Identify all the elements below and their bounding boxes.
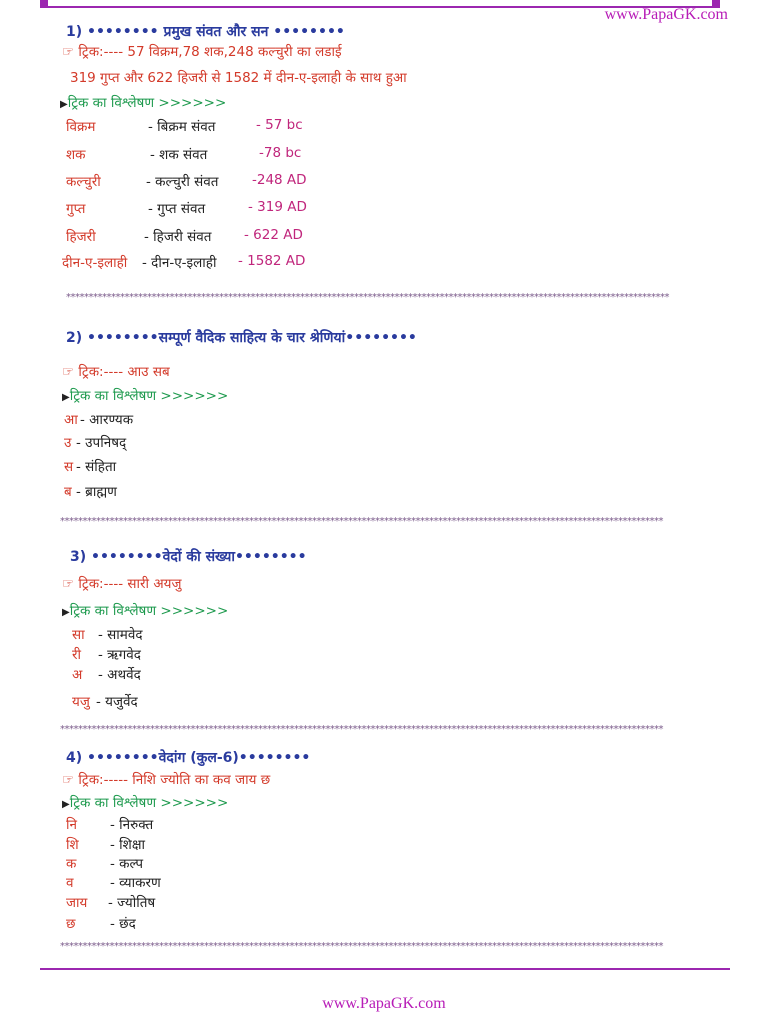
triangle-bullet-icon: ▶ bbox=[62, 392, 70, 403]
section-2-heading: 2) ••••••••सम्पूर्ण वैदिक साहित्य के चार श्रेणियां•••••••• bbox=[66, 330, 417, 346]
section-3-analysis-label: ▶ट्रिक का विश्लेषण >>>>>> bbox=[62, 603, 229, 619]
section-3-trick: ☞ ट्रिक:---- सारी अयजु bbox=[62, 576, 182, 592]
triangle-bullet-icon: ▶ bbox=[60, 99, 68, 110]
section-2-trick: ☞ ट्रिक:---- आउ सब bbox=[62, 364, 170, 380]
site-watermark-bottom: www.PapaGK.com bbox=[322, 995, 446, 1012]
section-3-heading: 3) ••••••••वेदों की संख्या•••••••• bbox=[70, 549, 307, 565]
section-4-heading: 4) ••••••••वेदांग (कुल-6)•••••••• bbox=[66, 750, 311, 766]
section-1-trick: ☞ ट्रिक:---- 57 विक्रम,78 शक,248 कल्चुरी का लडाई bbox=[62, 44, 342, 60]
triangle-bullet-icon: ▶ bbox=[62, 607, 70, 618]
section-1-analysis-label: ▶ट्रिक का विश्लेषण >>>>>> bbox=[60, 95, 227, 111]
section-4-analysis-label: ▶ट्रिक का विश्लेषण >>>>>> bbox=[62, 795, 229, 811]
separator: ************************************************************************************************************************************** bbox=[66, 292, 669, 303]
triangle-bullet-icon: ▶ bbox=[62, 799, 70, 810]
section-4-trick: ☞ ट्रिक:----- निशि ज्योति का कव जाय छ bbox=[62, 772, 271, 788]
separator: ************************************************************************************************************************************** bbox=[60, 724, 663, 735]
section-1-trick-continued: 319 गुप्त और 622 हिजरी से 1582 में दीन-ए-इलाही के साथ हुआ bbox=[70, 70, 407, 86]
separator: ************************************************************************************************************************************** bbox=[60, 516, 663, 527]
section-2-analysis-label: ▶ट्रिक का विश्लेषण >>>>>> bbox=[62, 388, 229, 404]
bottom-border bbox=[40, 968, 730, 970]
section-1-heading: 1) •••••••• प्रमुख संवत और सन •••••••• bbox=[66, 24, 345, 40]
site-watermark-top: www.PapaGK.com bbox=[604, 6, 728, 23]
top-border-cap-left bbox=[40, 0, 48, 8]
separator: ************************************************************************************************************************************** bbox=[60, 941, 663, 952]
